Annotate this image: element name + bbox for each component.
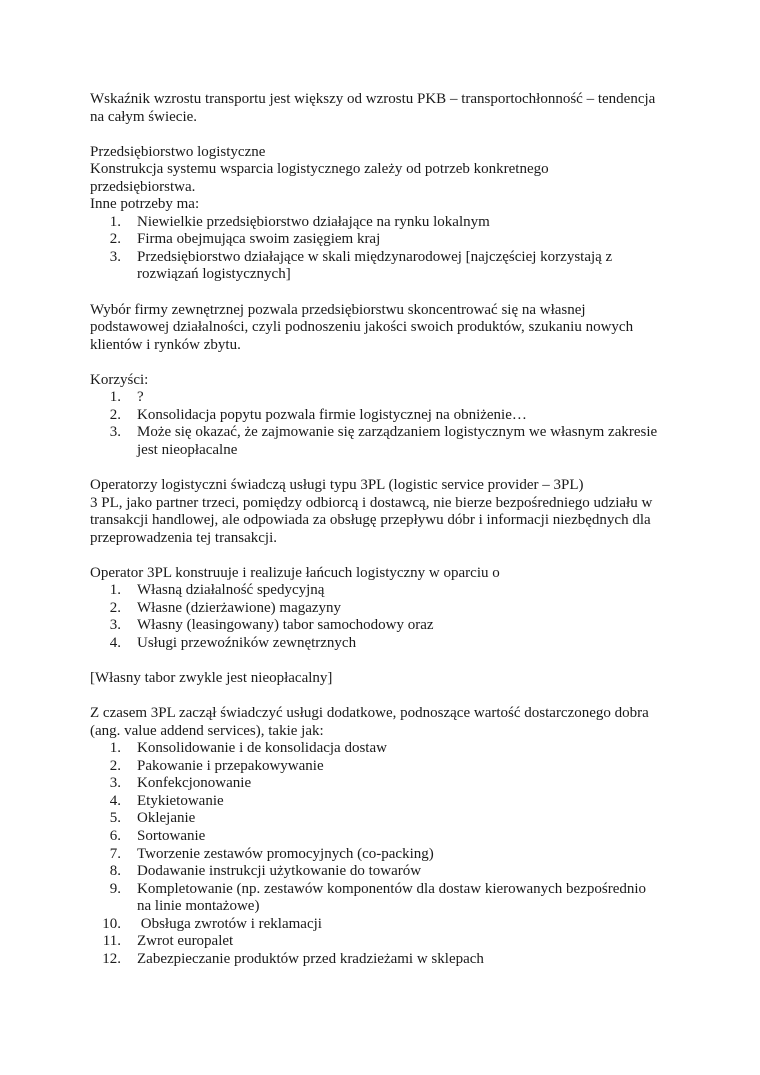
list-item-text: Zabezpieczanie produktów przed kradzieżami w sklepach	[137, 950, 484, 967]
list-number: 1.	[109, 740, 121, 757]
list-number: 12.	[102, 950, 121, 967]
list-item	[90, 951, 690, 969]
list-item-text: Konsolidacja popytu pozwala firmie logistycznej na obniżenie…	[137, 406, 527, 423]
list-number: 1.	[109, 582, 121, 599]
document-section	[90, 670, 690, 688]
list-number: 1.	[109, 213, 121, 230]
list-item-text: Sortowanie	[137, 827, 206, 844]
list-item	[90, 249, 690, 284]
list-number: 7.	[109, 845, 121, 862]
list-item	[90, 758, 690, 776]
list-item-text: Własną działalność spedycyjną	[137, 582, 325, 599]
document-section	[90, 144, 690, 284]
list-item-text: Zwrot europalet	[137, 933, 234, 950]
text-line: transakcji handlowej, ale odpowiada za obsługę przepływu dóbr i informacji niezbędnych dla	[90, 512, 651, 529]
text-line: Operator 3PL konstruuje i realizuje łańcuch logistyczny w oparciu o	[90, 564, 500, 581]
paragraph	[90, 670, 690, 688]
text-line: na całym świecie.	[90, 108, 198, 125]
text-line: klientów i rynków zbytu.	[90, 336, 241, 353]
list-item-text: Dodawanie instrukcji użytkowanie do towarów	[137, 863, 422, 880]
list-item-text: na linie montażowe)	[137, 898, 260, 915]
list-number: 10.	[102, 915, 121, 932]
list-item-text: Tworzenie zestawów promocyjnych (co-packing)	[137, 845, 434, 862]
list-number: 8.	[109, 863, 121, 880]
list-number: 9.	[109, 880, 121, 897]
text-line: Wybór firmy zewnętrznej pozwala przedsiębiorstwu skoncentrować się na własnej	[90, 301, 586, 318]
list-item	[90, 231, 690, 249]
list-number: 3.	[109, 775, 121, 792]
list-item-text: ?	[137, 389, 144, 406]
text-line: 3 PL, jako partner trzeci, pomiędzy odbiorcą i dostawcą, nie bierze bezpośredniego udziału w	[90, 494, 653, 511]
paragraph	[90, 477, 690, 547]
list-item	[90, 635, 690, 653]
numbered-list	[90, 582, 690, 652]
list-number: 2.	[109, 757, 121, 774]
list-item	[90, 740, 690, 758]
paragraph	[90, 565, 690, 583]
text-line: przeprowadzenia tej transakcji.	[90, 529, 277, 546]
list-item	[90, 881, 690, 916]
document-section	[90, 565, 690, 653]
list-number: 3.	[109, 617, 121, 634]
text-line: Przedsiębiorstwo logistyczne	[90, 143, 266, 160]
numbered-list	[90, 214, 690, 284]
list-item	[90, 916, 690, 934]
list-item-text: Przedsiębiorstwo działające w skali międzynarodowej [najczęściej korzystają z	[137, 248, 613, 265]
list-number: 2.	[109, 231, 121, 248]
text-line: podstawowej działalności, czyli podnoszeniu jakości swoich produktów, szukaniu nowych	[90, 319, 634, 336]
paragraph	[90, 705, 690, 740]
list-number: 11.	[102, 933, 121, 950]
list-item-text: Etykietowanie	[137, 792, 224, 809]
document-section	[90, 705, 690, 968]
list-item-text: Może się okazać, że zajmowanie się zarządzaniem logistycznym we własnym zakresie	[137, 424, 658, 441]
text-line: Wskaźnik wzrostu transportu jest większy od wzrostu PKB – transportochłonność – tendencja	[90, 91, 656, 107]
numbered-list	[90, 389, 690, 459]
list-item-text: Własny (leasingowany) tabor samochodowy oraz	[137, 617, 434, 634]
list-item-text: Konsolidowanie i de konsolidacja dostaw	[137, 740, 387, 757]
list-number: 3.	[109, 424, 121, 441]
text-line: [Własny tabor zwykle jest nieopłacalny]	[90, 670, 333, 687]
list-number: 5.	[109, 810, 121, 827]
text-line: Inne potrzeby ma:	[90, 196, 200, 213]
list-item-text: rozwiązań logistycznych]	[137, 266, 291, 283]
document-section	[90, 477, 690, 547]
list-item-text: Oklejanie	[137, 810, 196, 827]
list-item	[90, 828, 690, 846]
document-page	[90, 91, 690, 968]
list-item	[90, 863, 690, 881]
list-item	[90, 407, 690, 425]
list-item-text: Konfekcjonowanie	[137, 775, 252, 792]
list-item-text: Kompletowanie (np. zestawów komponentów dla dostaw kierowanych bezpośrednio	[137, 880, 647, 897]
text-line: Operatorzy logistyczni świadczą usługi typu 3PL (logistic service provider – 3PL)	[90, 477, 584, 494]
text-line: Konstrukcja systemu wsparcia logistycznego zależy od potrzeb konkretnego	[90, 161, 549, 178]
list-item	[90, 933, 690, 951]
paragraph	[90, 91, 690, 126]
paragraph	[90, 302, 690, 355]
text-line: przedsiębiorstwa.	[90, 178, 196, 195]
list-item	[90, 793, 690, 811]
list-number: 4.	[109, 792, 121, 809]
list-item-text: Niewielkie przedsiębiorstwo działające na rynku lokalnym	[137, 213, 490, 230]
list-item-text: jest nieopłacalne	[137, 441, 238, 458]
list-item	[90, 214, 690, 232]
text-line: Z czasem 3PL zaczął świadczyć usługi dodatkowe, podnoszące wartość dostarczonego dobra	[90, 705, 649, 722]
list-number: 6.	[109, 827, 121, 844]
list-number: 4.	[109, 634, 121, 651]
list-item	[90, 600, 690, 618]
list-item	[90, 582, 690, 600]
list-item-text: Firma obejmująca swoim zasięgiem kraj	[137, 231, 381, 248]
paragraph	[90, 372, 690, 390]
list-item-text: Obsługa zwrotów i reklamacji	[137, 915, 322, 932]
list-item	[90, 775, 690, 793]
list-item	[90, 389, 690, 407]
document-section	[90, 91, 690, 126]
list-number: 2.	[109, 599, 121, 616]
list-number: 1.	[109, 389, 121, 406]
text-line: (ang. value addend services), takie jak:	[90, 722, 324, 739]
document-section	[90, 302, 690, 355]
list-item	[90, 424, 690, 459]
text-line: Korzyści:	[90, 371, 149, 388]
list-number: 3.	[109, 248, 121, 265]
paragraph	[90, 144, 690, 214]
list-item-text: Pakowanie i przepakowywanie	[137, 757, 324, 774]
list-item-text: Usługi przewoźników zewnętrznych	[137, 634, 357, 651]
list-item	[90, 617, 690, 635]
list-number: 2.	[109, 406, 121, 423]
document-section	[90, 372, 690, 460]
numbered-list	[90, 740, 690, 968]
list-item-text: Własne (dzierżawione) magazyny	[137, 599, 342, 616]
list-item	[90, 810, 690, 828]
list-item	[90, 846, 690, 864]
